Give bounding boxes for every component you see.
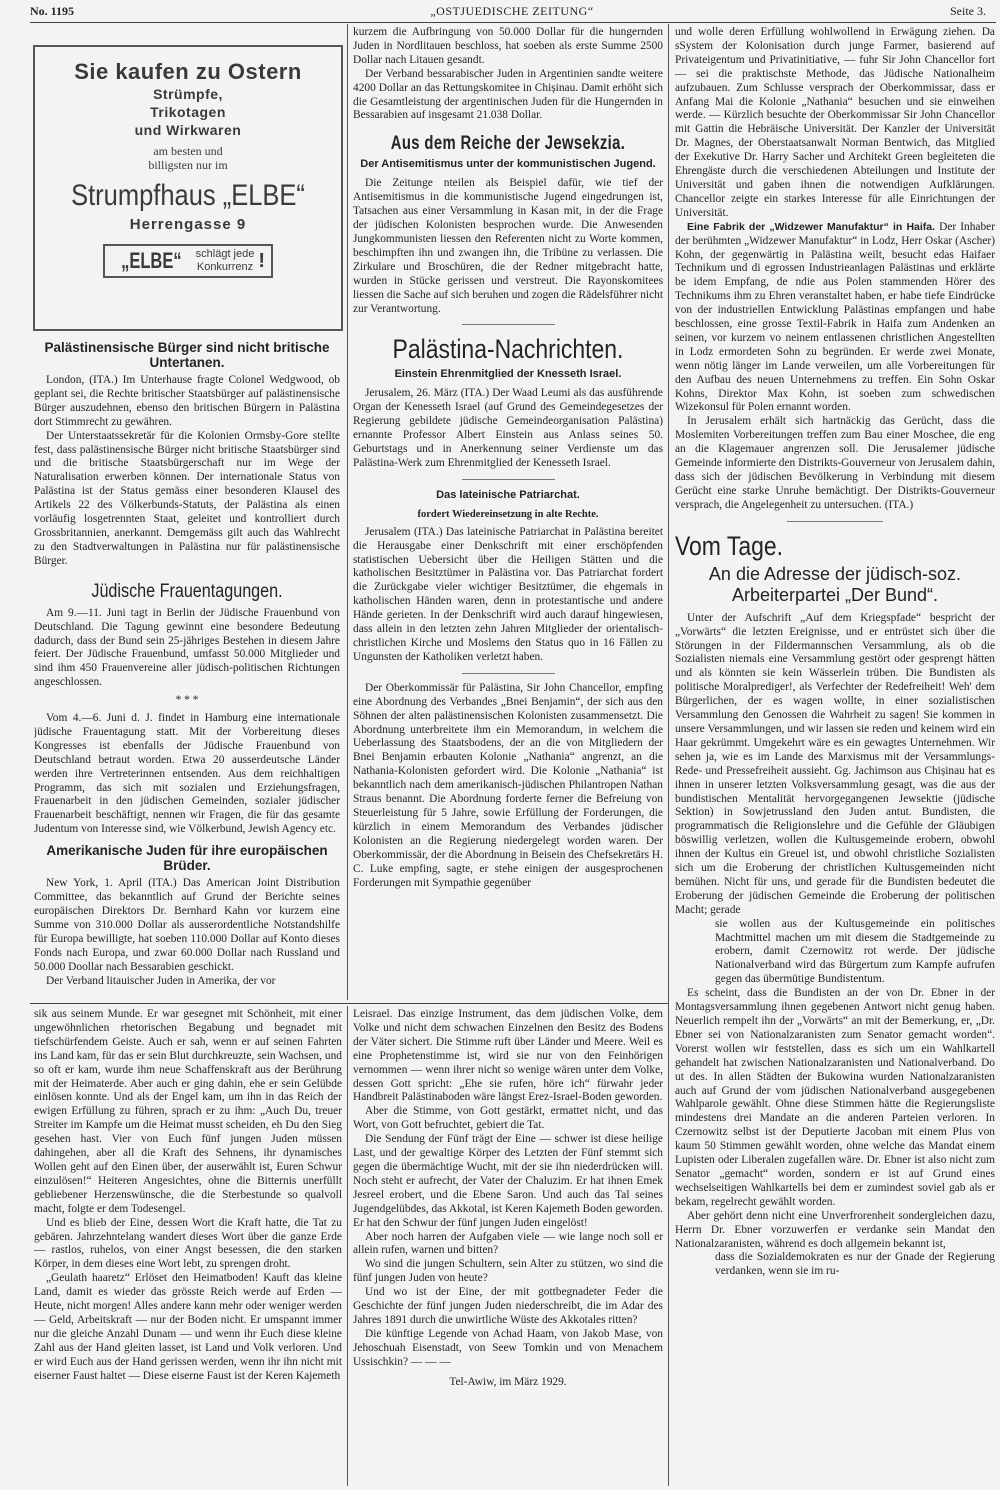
article-separator <box>787 521 883 522</box>
article-paragraph: dass die Sozialdemokraten es nur der Gnade der Regierung verdanken, wenn sie im ru- <box>715 1251 995 1278</box>
page-header <box>30 4 994 22</box>
article-subheadline: Das lateinische Patriarchat. <box>436 488 580 501</box>
ad-text: billigsten nur im <box>148 158 228 172</box>
ad-item: und Wirkwaren <box>134 122 242 138</box>
article-paragraph: Die Sendung der Fünf trägt der Eine — schwer ist diese heilige Last, und der gewaltige Körper des Letzten der Fünf stemmt sich gegen die übermächtige Wucht, mit der sie ihn niederdrücken will. Noch steht er aufrecht, der Vater der Chaluzim. Er hat ihnen Emek Jesreel erobert, und die Ebene Saron. Und auch das Tal seines Jugendgelübdes, das Akkotal, ist Keren Kajemeth Boden geworden. Er hat den Schwur der fünf jungen Juden eingelöst! <box>353 1133 663 1229</box>
article-paragraph <box>675 221 995 416</box>
article-paragraph: sik aus seinem Munde. Er war gesegnet mit Schönheit, mit einer ungewöhnlichen rhetorischen Begabung und begnadet mit tiefschürfendem Geiste. Auch er sah, wenn er auf seinen Fahrten ins Land kam, für das er sein Blut durchkreuzte, sein Wachsen, und so oft er kam, wurde ihm neue Schaffenskraft aus der Berührung mit der Heimaterde. Aber auch er ging dahin, ehe er sein Gelübde einlösen konnte. Und als der Engel kam, um ihn in das Reich der ewigen Erfüllung zu führen, sprach er zu ihm: „Auch Du, treuer Streiter im Kampfe um die Heimat musst scheiden, eh Du den Sieg gesehen hast. Vier von Euch fünf jungen Juden müssen dahingehen, aber all die Kraft des Sehnens, ihr dynamisches Wollen geht auf den Einen über, der auserwählt ist, Euren Schwur einzulösen!“ Heiteren Angesichtes, ohne die Bitternis unerfüllt gebliebener Herzenswünsche, die die Sterbestunde so qualvoll macht, folgte er dem Todesengel. <box>34 1008 342 1215</box>
ad-address: Herrengasse 9 <box>129 216 247 233</box>
article-subheadline: Der Antisemitismus unter der kommunistischen Jugend. <box>360 158 656 171</box>
article-paragraph: Aber die Stimme, von Gott gestärkt, ermattet nicht, und das Wort, von Gott befruchtet, gebiert die Tat. <box>353 1105 663 1132</box>
bottom-column-2 <box>353 1008 663 1486</box>
ad-store-name: Strumpfhaus „ELBE“ <box>71 179 305 212</box>
column-divider <box>347 24 348 1000</box>
ad-badge-name: „ELBE“ <box>121 248 182 273</box>
article-separator <box>462 673 555 674</box>
article-paragraph: Wo sind die jungen Schultern, sein Alter zu stützen, wo sind die fünf jungen Juden von heute? <box>353 1258 663 1285</box>
ad-badge-text <box>196 248 255 274</box>
section-headline: Palästina-Nachrichten. <box>392 334 624 365</box>
article-headline: Amerikanische Juden für ihre europäischen Brüder. <box>46 843 328 874</box>
ad-headline: Sie kaufen zu Ostern <box>74 59 302 84</box>
issue-number: No. 1195 <box>30 4 75 18</box>
section-divider <box>30 1003 668 1004</box>
article-paragraph: Und es blieb der Eine, dessen Wort die Kraft hatte, die Tat zu gebären. Jahrzehntelang wandert dieses Wort über die ganze Erde — rastlos, ruhelos, von einer Angst besessen, die den starken Körper, in dem dieses eine Wort lebt, zu sprengen droht. <box>34 1216 342 1271</box>
article-paragraph: Der Verband litauischer Juden in Amerika, der vor <box>46 974 276 987</box>
article-paragraph: London, (ITA.) Im Unterhause fragte Colonel Wedgwood, ob geplant sei, die Rechte britischer Staatsbürger auf palästinensische Bürger auszudehnen, ebenso den britischen Bürgern in Palästina dort Stimmrecht zu gewähren. <box>34 374 340 428</box>
ad-badge-line: Konkurrenz <box>196 261 254 273</box>
newspaper-title: „OSTJUEDISCHE ZEITUNG“ <box>430 4 594 18</box>
article-paragraph: Unter der Aufschrift „Auf dem Kriegspfade“ bespricht der „Vorwärts“ die letzten Ereignisse, und er entrüstet sich über die Störungen in der Fildermannschen Versammlung, als ob die Sozialisten niemals eine Versammlung gestört oder gesprengt hätten und als könnten sie kein Wässerlein trüben. Die Bundisten als politische Moralprediger!, als Verfechter der Redefreiheit! Weh' dem Bürgerlichen, der es wagen wollte, in einer sozialistischen Versammlung den Genossen die Wahrheit zu sagen! Sie kommen in unsere Versammlungen, und wir lassen sie reden und keinem wird ein Haar gekrümmt. Umgekehrt wäre es ein gewagtes Unternehmen. Wir sehen ja, wie es im Lande des Marxismus mit der Versammlungs- Rede- und Pressefreiheit aussieht. Gg. Jachimson aus Chișinau hat es ihnen in unserer letzten Volksversammlung gesagt, was die aus der bundistischen Mentalität hervorgegangenen Jewsektie (jüdische Sektion) in Sowjetrussland den Juden antut. Bundisten, die programmatisch die Religionslehre und die Gefühle der Gläubigen böswillig verletzen, wollen die Kultusgemeinde erobern, obwohl ihnen der Kultus ein Greuel ist, und obwohl christliche Sozialisten sich um die Eroberung der christlichen Kultusgemeinden nicht bemühen. Nicht für uns, und gerade für die Bundisten bedeutet die Eroberung der jüdischen Gemeinde die Eroberung der politischen Macht; gerade <box>675 611 995 916</box>
article-paragraph: Es scheint, dass die Bundisten an der von Dr. Ebner in der Montagsversammlung ihnen gegebenen Antwort nicht genug haben. Neuerlich rempelt ihn der „Vorwärts“ an mit der Bemerkung, er, „Dr. Ebner sei von Nationalzaranisten zum Senator gemacht worden“. Vorerst wollen wir feststellen, dass es sich um ein Wahlkartell gehandelt hat zwischen Nationalzaranisten und Nationalverband. Do ut des. In allen Städten der Bukowina wurden Nationalzaranisten auch auf Grund der vom jüdischen Nationalverband ausgegebenen Wahlparole gewählt. Ohne diese Stimmen hätte die Regierungsliste mindestens drei Mandate an die anderen Parteien verloren. In Czernowitz selbst ist der Deputierte Jacoban mit einem Plus von kaum 50 Stimmen gewählt worden, ohne welche das Mandat einem Lupisten oder Liberalen zugefallen wäre. Dr. Ebner ist also nicht zum Senator „gemacht“ worden, sondern er ist auf Grund eines wechselseitigen Wahlkartells bei dem er zumindest soviel gab als er bekam, regelrecht gewählt worden. <box>675 987 995 1208</box>
advertisement-elbe <box>33 45 343 331</box>
article-paragraph: „Geulath haaretz“ Erlöset den Heimatboden! Kauft das kleine Land, damit es wieder das grösste Reich werde auf Erden — Heute, nicht morgen! Alles andere kann mehr oder weniger werden — Geld, Arbeitskraft — nur der Boden nicht. Er umspannt immer nur die gleiche Anzahl Dunam — und wenn ihr Euch diese kleine Zahl aus der Hand gleiten lasset, ist Land und Volk verloren. Und er wird Euch aus der Hand gerissen werden, wenn ihr ihn nicht mit eiserner Faust haltet — Diese eiserne Faust ist der Keren Kajemeth <box>34 1272 342 1382</box>
article-paragraph: Am 9.—11. Juni tagt in Berlin der Jüdische Frauenbund von Deutschland. Die Tagung gewinnt eine besondere Bedeutung dadurch, dass der Bund sein 25-jähriges Bestehen in diesem Jahre feiert. Der Jüdische Frauenbund, umfasst 50.000 Mitglieder und sind ihm 450 Frauenvereine aller jüdisch-politischen Richtungen angeschlossen. <box>34 606 340 689</box>
article-subheadline: Einstein Ehrenmitglied der Knesseth Israel. <box>394 368 622 381</box>
article-paragraph: Leisrael. Das einzige Instrument, das dem jüdischen Volke, dem Volke und nicht dem schwachen Einzelnen den Besitz des Bodens der Väter sichert. Die Stimme ruft über Länder und Meere. Weil es eine Prophetenstimme ist, wird sie nur von den Feinhörigen vernommen — wenn ihrer nicht so wenige wären unter dem Volke, dessen Gott spricht: „Ehe sie rufen, höre ich“ fürwahr jeder Handbreit Palästinaboden wäre längst Erez-Israel-Boden geworden. <box>353 1008 663 1104</box>
article-paragraph: Der Oberkommissär für Palästina, Sir John Chancellor, empfing eine Abordnung des Verbandes „Bnei Benjamin“, der sich aus den Söhnen der alten palästinensischen Kolonisten zusammensetzt. Die Abordnung unterbreitete ihm ein Memorandum, in welchem die Ueberlassung des Staatsbodens, der an die von Mitgliedern der Bnei Benjamin erbauten Kolonie „Nathania“ angrenzt, an die Nathania-Kolonisten gefordert wird. Die Kolonie „Nathania“ ist bekanntlich nach dem amerikanisch-jüdischen Philantropen Nathan Straus benannt. Die Abordnung forderte ferner die Befreiung von Steuerleistung für 5 Jahre, sowie Erfüllung der Forderungen, die kürzlich in einem Memorandum des Verbandes jüdischer Kolonisten an die Regierung niedergelegt worden waren. Der Oberkommissär, der die Abordnung in Beisein des Chefsekretärs H. C. Luke empfing, sagte, er stehe einigen der ausgesprochenen Forderungen mit Sympathie gegenüber <box>353 681 663 889</box>
ad-text: am besten und <box>153 144 223 158</box>
article-paragraph: Der Verband bessarabischer Juden in Argentinien sandte weitere 4200 Dollar an das Rettungskomitee in Chișinau. Damit erhöht sich die Gesamtleistung der argentinischen Juden für die Hungernden in Bessarabien auf insgesamt 21.038 Dollar. <box>353 67 663 122</box>
article-paragraph: und wolle deren Erfüllung wohlwollend in Erwägung ziehen. Da sSystem der Kolonisation durch junge Farmer, basierend auf Privateigentum und Privatinitiative, — fuhr Sir John Chancellor fort — sei die praktischste Methode, das Jüdische Nationalheim aufzubauen. Zum Schlusse versprach der Oberkommissar, dass er Anfang Mai die Kolonie „Nathania“ besuchen und sie einweihen werde. — Kürzlich besuchte der Oberkommissar Sir John Chancellor mit Gattin die Hebräische Universität. Der Kanzler der Universität Dr. Magnes, der Oberstaatsanwalt Norman Bentwich, das Mitglied der Exekutive Dr. Harry Sacher und Architekt Green begleiteten die Ehrengäste durch die verschiedenen Abteilungen und Institute der Universität und gaben ihnen die notwendigen Aufklärungen. Chancellor zeigte ein starkes Interesse für alle Einrichtungen der Universität. <box>675 26 995 219</box>
article-paragraph: Die Zeitunge nteilen als Beispiel dafür, wie tief der Antisemitismus in die kommunistische Jugend eingedrungen ist, Tatsachen aus einer Versammlung in Kasan mit, in der die Frage der jüdischen Kolonisten besprochen wurde. Die Anwesenden Jungkommunisten liessen den Referenten nicht zu Worte kommen, beschimpften ihn und zwangen ihn, die Tribüne zu verlassen. Die Zirkulare und Broschüren, die der Redner mitgebracht hatte, wurden in Stücke gerissen und verstreut. Die Rayonskomitees liessen die Sache auf sich beruhen und zogen die Rädelsführer nicht zur Verantwortung. <box>353 177 663 315</box>
article-separator <box>462 324 555 325</box>
column-3 <box>675 26 995 1486</box>
bottom-column-1 <box>34 1008 342 1486</box>
article-paragraph: New York, 1. April (ITA.) Das American Joint Distribution Committee, das bekanntlich auf Grund der Berichte seines europäischen Direktors Dr. Bernhard Kahn vor kurzem eine Summe von 310.000 Dollar als ausserordentliche Notstandshilfe für Europa bewilligte, hat soeben 110.000 Dollar auf Konto dieses Fonds nach Europa, und zwar 60.000 Dollar nach Russland und 50.000 Doollar nach Bessarabien geschickt. <box>34 877 340 973</box>
column-2 <box>353 26 663 1002</box>
column-divider <box>668 24 669 1486</box>
article-paragraph: Die künftige Legende von Achad Haam, von Jakob Mase, von Jehoschuah Eisenstadt, von Seew Tomkin und von Menachem Ussischkin? — — — <box>353 1327 663 1368</box>
ad-item: Trikotagen <box>150 104 226 120</box>
header-rule <box>30 22 996 23</box>
article-paragraph: Vom 4.—6. Juni d. J. findet in Hamburg eine internationale jüdische Frauentagung statt. Mit der Vorbereitung dieses Kongresses ist ebenfalls der Jüdische Frauenbund von Deutschland betraut worden. Etwa 20 ausserdeutsche Länder werden ihre Vertreterinnen entsenden. Aus dem reichhaltigen Programm, das sich mit sozialen und Erziehungsfragen, Frauenarbeit in den jüdischen Gemeinden, sozialer jüdischer Frauenarbeit beschäftigt, nennen wir Fragen, die für das gesamte Judentum von Interesse sind, wie Völkerbund, Jewish Agency etc. <box>34 712 340 836</box>
column-1 <box>34 334 340 1002</box>
asterism-divider: * * * <box>175 694 199 707</box>
article-paragraph: Der Unterstaatssekretär für die Kolonien Ormsby-Gore stellte fest, dass palästinensische Bürger nicht britische Staatsbürger sind und die britische Staatsbürgerschaft nur im Wege der Naturalisation erwerben können. Der internationale Status von Palästina ist der Status gemäss einer besonderen Klausel des Artikels 22 des Völkerbunds-Statuts, der Palästina als einen vorläufig losgetrennten Staat, geleitet und kontrolliert durch Grossbritannien, anerkannt. Demgemäss gilt auch das Wahlrecht zu den Stadtverwaltungen in Palästina nur für palästinensische Bürger. <box>34 429 340 567</box>
article-headline: Jüdische Frauentagungen. <box>91 580 283 602</box>
article-paragraph: In Jerusalem erhält sich hartnäckig das Gerücht, dass die Moslemiten Vorbereitungen treffen zum Bau einer Moschee, die eng an die Klagemauer angrenzen soll. Die Jerusalemer jüdische Gemeinde informierte den Distrikts-Gouverneur von Jerusalem dahin, dass sich der jüdischen Bevölkerung in Verbindung mit diesem Gerücht eine starke Unruhe bemächtigt. Der Distrikts-Gouverneur versprach, die Angelegenheit zu untersuchen. (ITA.) <box>675 415 995 511</box>
page-number: Seite 3. <box>950 4 986 18</box>
article-subheadline: fordert Wiedereinsetzung in alte Rechte. <box>417 508 599 520</box>
ad-item: Strümpfe, <box>153 86 223 102</box>
ad-badge-mark: ! <box>258 249 266 272</box>
article-paragraph: sie wollen aus der Kultusgemeinde ein politisches Machtmittel machen um mit diesem die Stadtgemeinde zu erobern, damit Czernowitz rot werde. Der jüdische Nationalverband wird das Bürgertum zum Kampfe aufrufen gegen das übermütige Bundistentum. <box>715 917 995 986</box>
section-headline: Vom Tage. <box>675 530 784 561</box>
paragraph-text: Der Inhaber der berühmten „Widzewer Manufaktur“ in Lodz, Herr Oskar (Ascher) Kohn, der gegenwärtig in Palästina weilt, besucht edas Haifaer Technikum und di egrossen Industrieanlagen Palästinas und erklärte be idem Empfang, de ndie aus Polen stammenden Hörer des Technikums ihm zu Ehren veranstaltet haben, er habe tiefe Eindrücke von der industriellen Entwicklung Palästinas empfangen und habe beschlossen, eine grosse Textil-Fabrik in Haifa zum Andenken an seinen, vor kurzem vo neinem entlassenen christlichen Angestellten in Lodz ermordeten Sohn zu begründen. Er werde zwei Monate, wenn nötig länger im Lande verweilen, um alle Vorbereitungen für den Aufbau des neuen Unternehmens zu treffen. Ein Sohn Oskar Kohns, Direktor Max Kohn, ist soeben zum schwedischen Wizekonsul für Polen ernannt worden. <box>675 220 995 414</box>
paragraph-lead: Eine Fabrik der „Widzewer Manufaktur“ in Haifa. <box>687 220 936 233</box>
article-signature: Tel-Awiw, im März 1929. <box>449 1375 567 1388</box>
article-paragraph: Und wo ist der Eine, der mit gottbegnadeter Feder die Geschichte der fünf jungen Juden niederschreibt, die im Adar des Jahres 1891 durch die unwirtliche Wüste des Akkotales ritten? <box>353 1286 663 1326</box>
article-paragraph: Jerusalem (ITA.) Das lateinische Patriarchat in Palästina bereitet die Herausgabe einer Denkschrift mit einer erschöpfenden statistischen Uebersicht über die Heiligen Stätten und die katholischen Besitztümer in Palästina vor. Das Patriarchat fordert die Zurückgabe vieler wichtiger Besitztümer, die ehgemals in katholischen Händen waren, denn in protestantische und andere Hände gerieten. In der Denkschrift wird auch darauf hingewiesen, dass allein in den letzten zehn Jahren Mitglieder der orientalisch-christlichen Kirche und Moslems den Status quo in 16 Fällen zu Ungunsten der Katholiken verletzt haben. <box>353 525 663 663</box>
article-paragraph: Aber noch harren der Aufgaben viele — wie lange noch soll er allein rufen, warnen und bitten? <box>353 1230 663 1257</box>
article-headline: Palästinensische Bürger sind nicht britische Untertanen. <box>44 340 330 370</box>
column-divider <box>347 1006 348 1486</box>
ad-badge-line: schlägt jede <box>195 248 255 260</box>
article-paragraph: kurzem die Aufbringung von 50.000 Dollar für die hungernden Juden in Nordlitauen beschloss, hat soeben als erste Summe 2500 Dollar nach Litauen gesandt. <box>353 26 663 66</box>
section-headline: Aus dem Reiche der Jewsekzia. <box>390 133 626 155</box>
article-paragraph: Aber gehört denn nicht eine Unverfrorenheit sondergleichen dazu, Herrn Dr. Ebner vorzuwerfen er verdanke sein Mandat den Nationalzaranisten, während es doch allgemein bekannt ist, <box>675 1209 995 1250</box>
ad-badge <box>103 244 273 278</box>
article-paragraph: Jerusalem, 26. März (ITA.) Der Waad Leumi als das ausführende Organ der Kenesseth Israel (auf Grund des Gemeindegesetzes der Regierung gebildete jüdische Gemeindeorganisation Palästina) ernannte Professor Albert Einstein aus Anlass seines 50. Geburtstags und in Anerkennung seiner Verdienste um das Palästina-Werk zum Ehrenmitglied der Kenesseth Israel. <box>353 387 663 469</box>
article-separator <box>462 479 555 480</box>
article-headline: An die Adresse der jüdisch-soz. Arbeiterpartei „Der Bund“. <box>708 563 962 605</box>
